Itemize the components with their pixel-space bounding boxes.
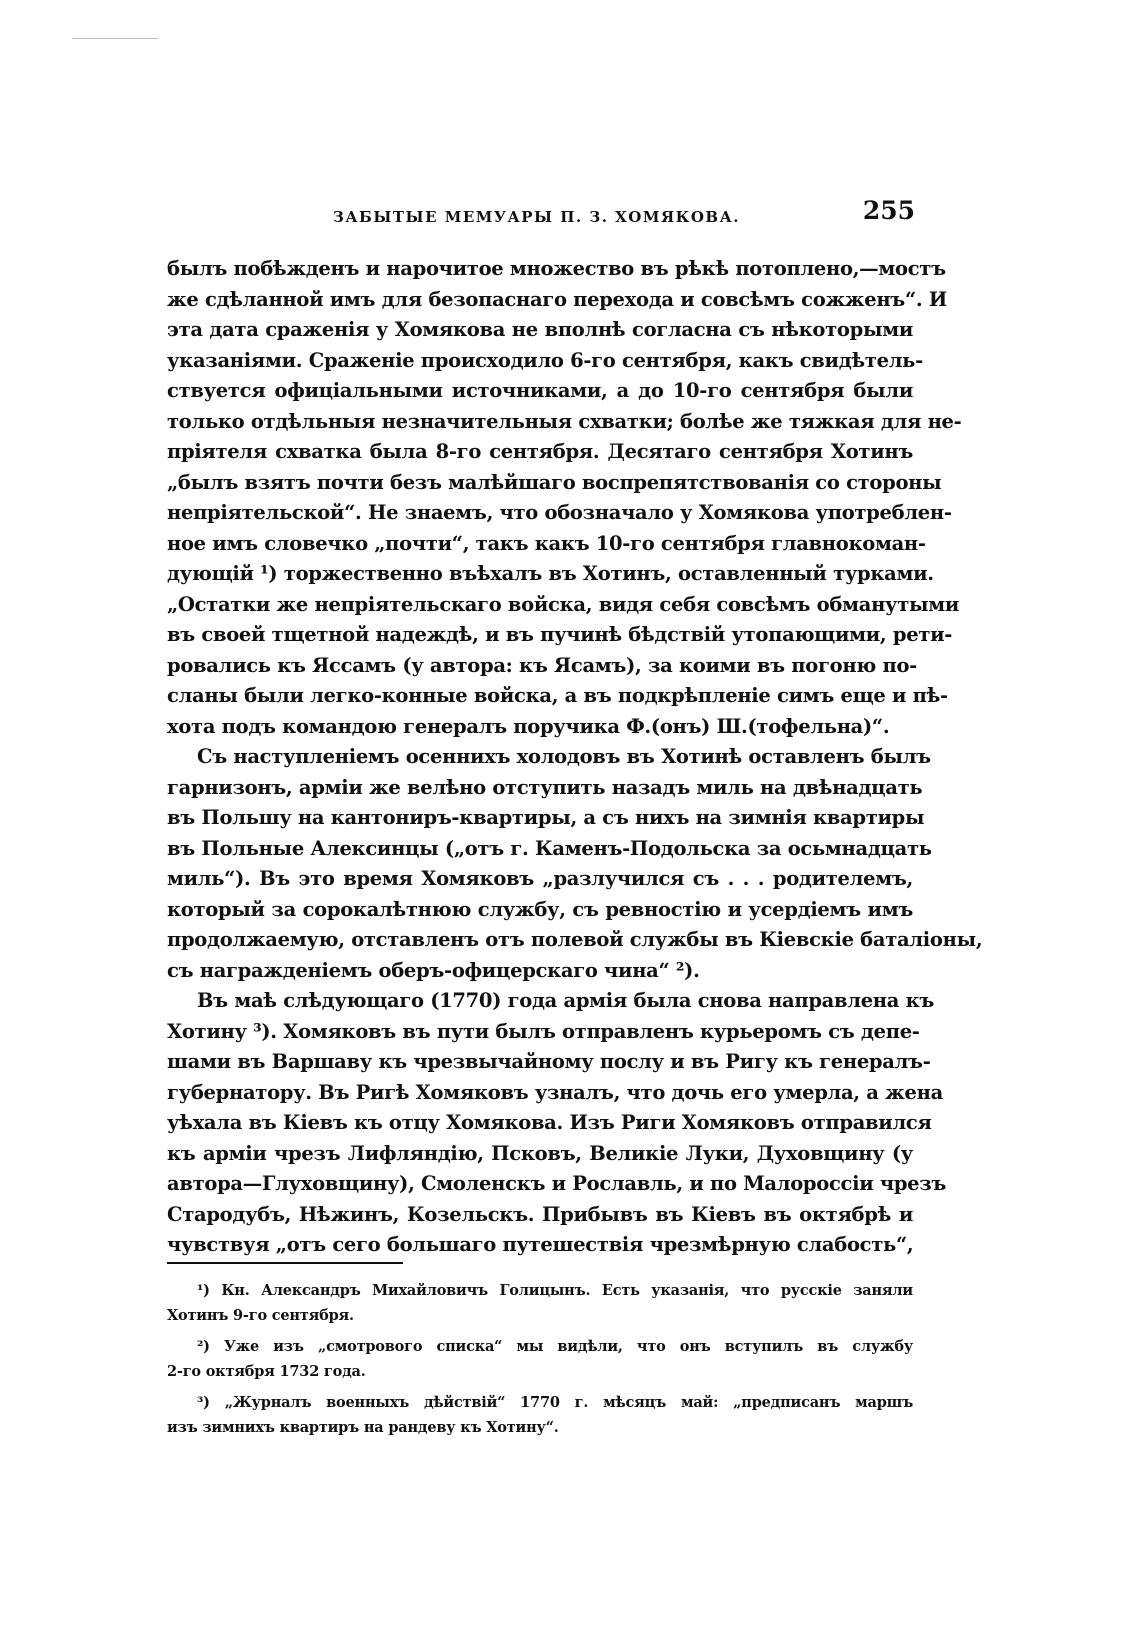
text-line: который за сорокалѣтнюю службу, съ ревностію и усердіемъ имъ xyxy=(167,897,913,921)
text-line: Хотину ³). Хомяковъ въ пути былъ отправленъ курьеромъ съ депе- xyxy=(167,1019,920,1043)
text-line: ное имъ словечко „почти“, такъ какъ 10-го сентября главнокоман- xyxy=(167,531,926,555)
text-line: дующій ¹) торжественно въѣхалъ въ Хотинъ, оставленный турками. xyxy=(167,562,934,585)
text-line: въ Польные Алексинцы („отъ г. Каменъ-Подольска за осьмнадцать xyxy=(167,836,932,860)
text-line: въ своей тщетной надеждѣ, и въ пучинѣ бѣдствій утопающими, рети- xyxy=(167,623,953,646)
text-line: съ награжденіемъ оберъ-офицерскаго чина“ ²). xyxy=(167,958,700,982)
running-title: ЗАБЫТЫЕ МЕМУАРЫ П. З. ХОМЯКОВА. xyxy=(333,208,741,226)
page-header xyxy=(165,192,915,232)
text-line: же сдѣланной имъ для безопаснаго перехода и совсѣмъ сожженъ“. И xyxy=(167,287,947,311)
footnote-3-line: изъ зимнихъ квартиръ на рандеву къ Хотину“. xyxy=(167,1419,559,1436)
text-line: только отдѣльныя незначительныя схватки; болѣе же тяжкая для не- xyxy=(167,409,962,433)
text-line: губернатору. Въ Ригѣ Хомяковъ узналъ, что дочь его умерла, а жена xyxy=(167,1080,943,1104)
footnote-1-line: ¹) Кн. Александръ Михайловичъ Голицынъ. Есть указанія, что русскіе заняли xyxy=(197,1282,913,1299)
text-line: „Остатки же непріятельскаго войска, видя себя совсѣмъ обманутыми xyxy=(167,592,960,616)
text-line: сланы были легко-конные войска, а въ подкрѣпленіе симъ еще и пѣ- xyxy=(167,684,948,707)
text-line: Стародубъ, Нѣжинъ, Козельскъ. Прибывъ въ Кіевъ въ октябрѣ и xyxy=(167,1202,913,1226)
footnote-2-line: 2-го октября 1732 года. xyxy=(167,1363,366,1380)
text-line: указаніями. Сраженіе происходило 6-го сентября, какъ свидѣтель- xyxy=(167,348,923,372)
text-line: уѣхала въ Кіевъ къ отцу Хомякова. Изъ Риги Хомяковъ отправился xyxy=(167,1111,932,1134)
text-line: эта дата сраженія у Хомякова не вполнѣ согласна съ нѣкоторыми xyxy=(167,318,913,341)
text-line: продолжаемую, отставленъ отъ полевой службы въ Кіевскіе баталіоны, xyxy=(167,928,983,951)
text-line: въ Польшу на кантониръ-квартиры, а съ нихъ на зимнія квартиры xyxy=(167,806,925,829)
text-line: автора—Глуховщину), Смоленскъ и Рославль, и по Малороссіи чрезъ xyxy=(167,1172,947,1195)
text-line: Въ маѣ слѣдующаго (1770) года армія была снова направлена къ xyxy=(197,989,935,1012)
page-number: 255 xyxy=(862,196,915,225)
text-line: гарнизонъ, арміи же велѣно отступить назадъ миль на двѣнадцать xyxy=(167,775,923,799)
text-line: чувствуя „отъ сего большаго путешествія чрезмѣрную слабость“, xyxy=(167,1233,914,1256)
text-line: „былъ взятъ почти безъ малѣйшаго воспрепятствованія со стороны xyxy=(167,470,942,494)
footnote-3-line: ³) „Журналъ военныхъ дѣйствій“ 1770 г. мѣсяцъ май: „предписанъ маршъ xyxy=(197,1394,913,1411)
body-text xyxy=(167,254,983,1261)
corner-rule xyxy=(72,38,158,39)
text-line: Съ наступленіемъ осеннихъ холодовъ въ Хотинѣ оставленъ былъ xyxy=(197,745,931,768)
footnote-1-line: Хотинъ 9-го сентября. xyxy=(167,1307,354,1324)
text-line: хота подъ командою генералъ поручика Ф.(онъ) Ш.(тофельна)“. xyxy=(167,714,890,738)
footnotes xyxy=(167,1278,913,1440)
text-line: миль“). Въ это время Хомяковъ „разлучился съ . . . родителемъ, xyxy=(167,867,913,890)
text-line: шами въ Варшаву къ чрезвычайному послу и въ Ригу къ генералъ- xyxy=(167,1050,931,1073)
text-line: къ арміи чрезъ Лифляндію, Псковъ, Великіе Луки, Духовщину (у xyxy=(167,1141,913,1165)
text-line: непріятельской“. Не знаемъ, что обозначало у Хомякова употреблен- xyxy=(167,501,952,524)
text-line: пріятеля схватка была 8-го сентября. Десятаго сентября Хотинъ xyxy=(167,440,913,463)
footnote-separator xyxy=(167,1262,403,1264)
text-line: ствуется офиціальными источниками, а до 10-го сентября были xyxy=(167,379,913,402)
text-line: ровались къ Яссамъ (у автора: къ Ясамъ), за коими въ погоню по- xyxy=(167,653,917,677)
text-line: былъ побѣжденъ и нарочитое множество въ рѣкѣ потоплено,—мостъ xyxy=(167,257,946,280)
footnote-2-line: ²) Уже изъ „смотрового списка“ мы видѣли, что онъ вступилъ въ службу xyxy=(197,1338,913,1355)
